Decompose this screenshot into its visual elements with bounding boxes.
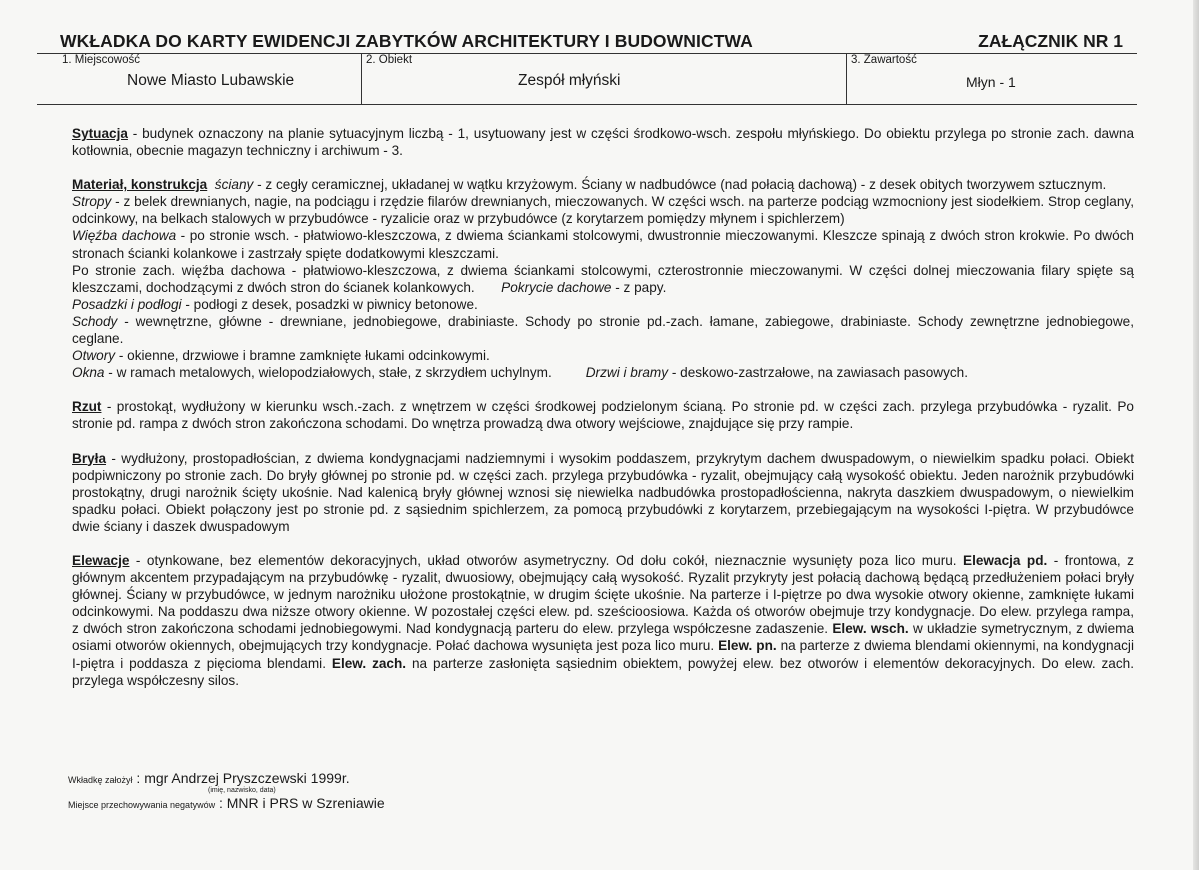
author-row — [68, 770, 385, 786]
description-body — [72, 125, 1134, 706]
elevations-text-1: - otynkowane, bez elementów dekoracyjnych, układ otworów asymetryczny. Od dołu cokół, nieznacznie wysunięty poza lico muru. — [129, 552, 964, 568]
section-situation — [72, 125, 1134, 159]
mass-text: - wydłużony, prostopadłościan, z dwiema kondygnacjami nadziemnymi i wysokim poddaszem, przykrytym dachem dwuspadowym, o niewielkim spadku połaci. Obiekt podpiwniczony po stronie zach. Do bryły głównej po stronie pd. w części zach. przylega przybudówka - ryzalit, obejmujący całą wysokość obiektu. Jeden narożnik przybudówki prostokątny, drugi narożnik ścięty ukośnie. Nad kalenicą bryły głównej wznosi się niewielka nadbudówka prostopadłościenna, nakryta daszkiem dwuspadowym, o niewielkim spadku połaci. Obiekt połączony jest po stronie pd. z sąsiednim spichlerzem, za pomocą przybudówki z korytarzem, przebiegającym na wysokości I-piętra. W przybudówce dwie ściany i daszek dwuspadowym — [72, 450, 1134, 534]
stairs-label: Schody — [72, 313, 118, 329]
card-footer — [68, 770, 385, 811]
page-title: WKŁADKA DO KARTY EWIDENCJI ZABYTKÓW ARCHITEKTURY I BUDOWNICTWA — [60, 31, 753, 51]
stairs-text: - wewnętrzne, główne - drewniane, jednobiegowe, drabiniaste. Schody po stronie pd.-zach. łamane, zabiegowe, drabiniaste. Schody zewnętrzne jednobiegowe, ceglane. — [72, 313, 1134, 347]
locality-value: Nowe Miasto Lubawskie — [127, 72, 295, 89]
section-plan — [72, 398, 1134, 432]
ceilings-text: - z belek drewnianych, nagie, na podciągu i rzędzie filarów drewnianych, mieczowanych. W części wsch. na parterze podciąg wzmocniony jest siodełkiem. Strop ceglany, odcinkowy, na belkach stalowych w przybudówce - ryzalicie oraz w przybudówce (z korytarzem pomiędzy młynem i spichlerzem) — [72, 194, 1134, 227]
roofing-text: - z papy. — [611, 279, 667, 295]
storage-value: : MNR i PRS w Szreniawie — [218, 795, 385, 811]
floors-paragraph — [72, 296, 1134, 313]
elevations-text-5: na parterze zasłonięta sąsiednim obiektem, powyżej elew. bez otworów i elementów dekoracyjnych. Do elew. zach. przylega współczesny silos. — [72, 655, 1134, 688]
elevations-text-3: w układzie symetrycznym, z dwiema osiami otworów okiennych, obejmujących trzy kondygnacje. Połać dachowa wysunięta jest poza lico muru. — [72, 621, 1135, 654]
author-value: : mgr Andrzej Pryszczewski 1999r. — [136, 770, 350, 786]
openings-text: - okienne, drzwiowe i bramne zamknięte łukami odcinkowymi. — [115, 348, 490, 364]
plan-paragraph — [72, 398, 1134, 432]
field-divider — [846, 53, 847, 105]
section-mass — [72, 450, 1134, 535]
elevations-heading: Elewacje — [72, 552, 130, 568]
ceilings-label: Stropy — [72, 194, 112, 210]
roof-paragraph — [72, 227, 1134, 261]
ceilings-paragraph — [72, 193, 1134, 227]
field-divider — [361, 53, 362, 105]
roof-text: - po stronie wsch. - płatwiowo-kleszczowa, z dwiema ściankami stolcowymi, dwustronnie mieczowanymi. Kleszcze spinają z dwóch stron krokwie. Po dwóch stronach ścianki kolankowe i zastrzały spięte dodatkowymi kleszczami. — [72, 228, 1134, 261]
situation-heading: Sytuacja — [72, 126, 128, 141]
author-hint: (imię, nazwisko, data) — [208, 787, 276, 794]
contents-value: Młyn - 1 — [966, 74, 1016, 90]
west-elevation-label: Elew. zach. — [331, 655, 407, 671]
openings-paragraph — [72, 347, 1134, 364]
object-value: Zespół młyński — [518, 72, 621, 89]
walls-paragraph — [72, 176, 1134, 193]
elevations-paragraph — [72, 552, 1134, 689]
north-elevation-label: Elew. pn. — [718, 638, 777, 654]
doors-text: - deskowo-zastrzałowe, na zawiasach pasowych. — [668, 365, 969, 381]
material-heading: Materiał, konstrukcja — [72, 177, 208, 193]
storage-label: Miejsce przechowywania negatywów — [68, 800, 216, 810]
stairs-paragraph — [72, 313, 1134, 347]
card-edge — [1193, 0, 1199, 870]
locality-label: 1. Miejscowość — [62, 54, 140, 66]
mass-heading: Bryła — [72, 450, 107, 466]
windows-paragraph — [72, 364, 1134, 381]
roof-west-paragraph — [72, 262, 1134, 296]
roof-label: Więźba dachowa — [72, 228, 177, 244]
elevations-text-4: na parterze z dwiema blendami okiennymi, na kondygnacji I-piętra i poddasza z pięcioma blendami. — [72, 638, 1134, 671]
header-rule-top — [37, 53, 1137, 54]
roofing-label: Pokrycie dachowe — [501, 279, 612, 295]
roof-west-text: Po stronie zach. więźba dachowa - płatwiowo-kleszczowa, z dwiema ściankami stolcowymi, czterostronnie mieczowanymi. W części dolnej mieczowania filary spięte są kleszczami, dochodzącymi z dwóch stron do ścianek kolankowych. — [72, 262, 1134, 295]
east-elevation-label: Elew. wsch. — [832, 621, 909, 637]
annex-number: ZAŁĄCZNIK NR 1 — [978, 31, 1123, 51]
header-rule-bottom — [37, 104, 1137, 105]
situation-paragraph — [72, 125, 1134, 159]
windows-text: - w ramach metalowych, wielopodziałowych, stałe, z skrzydłem uchylnym. — [104, 365, 552, 381]
openings-label: Otwory — [72, 348, 116, 364]
object-label: 2. Obiekt — [366, 54, 413, 66]
situation-text: - budynek oznaczony na planie sytuacyjnym liczbą - 1, usytuowany jest w części środkowo-wsch. zespołu młyńskiego. Do obiektu przylega po stronie zach. dawna kotłownia, obecnie magazyn techniczny i archiwum - 3. — [72, 126, 1134, 159]
floors-text: - podłogi z desek, posadzki w piwnicy betonowe. — [181, 296, 478, 312]
card-header — [60, 31, 1135, 53]
section-material — [72, 176, 1134, 381]
author-label: Wkładkę założył — [68, 775, 133, 785]
windows-label: Okna — [72, 365, 105, 381]
elevations-text-2: - frontowa, z głównym akcentem przypadającym na przybudówkę - ryzalit, dwuosiowy, obejmujący całą wysokość. Ryzalit przykryty jest połacią dachową będącą przedłużeniem połaci bryły głównej. Ściany w przybudówce, w jednym narożniku ułożone prostokątnie, w drugim ścięte ukośnie. Na parterze i I-piętrze po dwa wysokie otwory okienne, zamknięte łukami odcinkowymi. Na poddaszu dwa niższe otwory okienne. W pozostałej części elew. pd. sześcioosiowa. Każda oś otworów obejmuje trzy kondygnacje. Do elew. przylega rampa, z dwóch stron zakończona schodami jednobiegowymi. Nad kondygnacją parteru do elew. przylega współczesne zadaszenie. — [72, 552, 1134, 637]
section-elevations — [72, 552, 1134, 689]
front-elevation-label: Elewacja pd. — [963, 552, 1048, 568]
storage-row — [68, 795, 385, 811]
plan-heading: Rzut — [72, 399, 102, 415]
walls-label: ściany — [214, 177, 254, 193]
mass-paragraph — [72, 450, 1134, 535]
contents-label: 3. Zawartość — [851, 54, 917, 66]
walls-text: - z cegły ceramicznej, układanej w wątku krzyżowym. Ściany w nadbudówce (nad połacią dachową) - z desek obitych tworzywem sztucznym. — [253, 177, 1107, 193]
doors-label: Drzwi i bramy — [585, 365, 669, 381]
floors-label: Posadzki i podłogi — [72, 296, 182, 312]
plan-text: - prostokąt, wydłużony w kierunku wsch.-zach. z wnętrzem w części środkowej podzielonym ścianą. Po stronie pd. w części zach. przylega przybudówka - ryzalit. Po stronie pd. rampa z dwóch stron zakończona schodami. Do wnętrza prowadzą dwa otwory wejściowe, znajdujące się przy rampie. — [72, 399, 1134, 432]
